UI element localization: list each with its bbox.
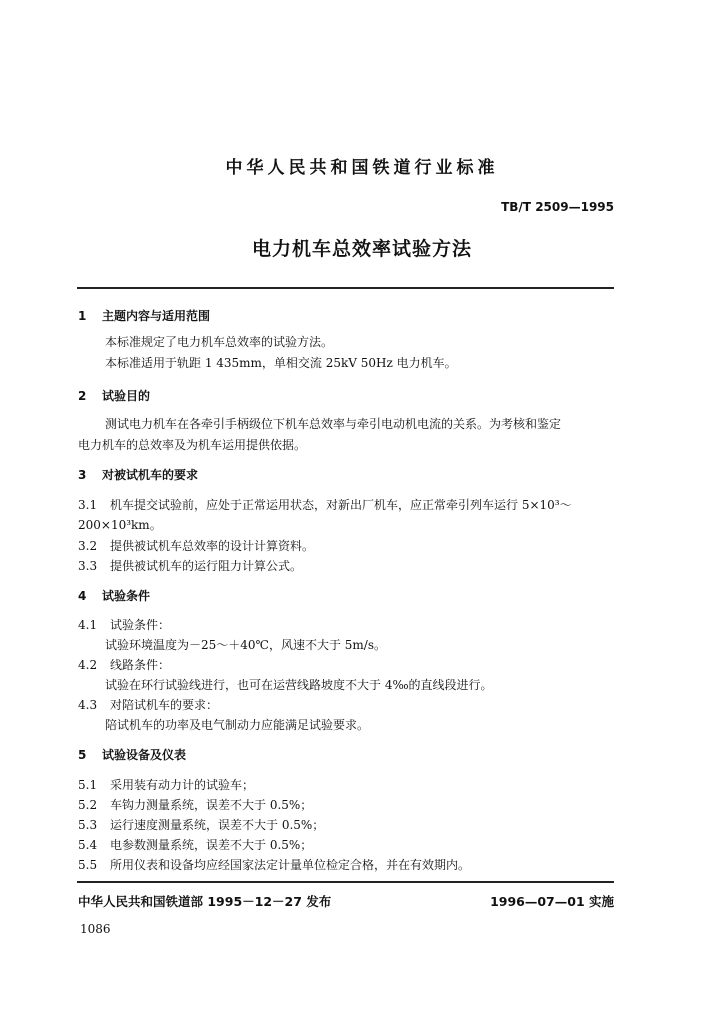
section-number: 2 (78, 389, 87, 403)
clause-number: 3.2 (78, 539, 98, 553)
clause-number: 4.1 (78, 618, 98, 632)
clause-4-3-detail: 陪试机车的功率及电气制动力应能满足试验要求。 (105, 718, 370, 732)
section-4-heading (78, 587, 150, 604)
clause-3-1-continued: 200×10³km。 (78, 518, 162, 532)
clause-4-2 (78, 656, 170, 673)
clause-5-5 (78, 856, 470, 873)
page-number: 1086 (80, 922, 111, 936)
clause-number: 5.4 (78, 838, 98, 852)
clause-4-3 (78, 696, 218, 713)
clause-5-3 (78, 816, 324, 833)
clause-text: 提供被试机车总效率的设计计算资料。 (110, 539, 315, 553)
clause-text: 采用装有动力计的试验车； (110, 778, 255, 792)
clause-text: 试验条件： (110, 618, 171, 632)
section-2-heading (78, 387, 150, 404)
section-1-paragraph-1: 本标准规定了电力机车总效率的试验方法。 (105, 335, 334, 349)
section-title: 试验目的 (102, 389, 151, 403)
clause-text: 电参数测量系统，误差不大于 0.5%； (110, 838, 313, 852)
clause-number: 5.3 (78, 818, 98, 832)
clause-number: 3.1 (78, 498, 98, 512)
section-number: 5 (78, 748, 87, 762)
section-title: 主题内容与适用范围 (102, 309, 211, 323)
clause-number: 5.5 (78, 858, 98, 872)
clause-text: 所用仪表和设备均应经国家法定计量单位检定合格，并在有效期内。 (110, 858, 471, 872)
standard-code: TB/T 2509—1995 (501, 200, 614, 214)
section-1-heading (78, 307, 210, 324)
standard-category-header: 中华人民共和国铁道行业标准 (225, 158, 499, 178)
clause-5-2 (78, 796, 312, 813)
clause-text: 线路条件： (110, 658, 171, 672)
section-5-heading (78, 746, 186, 763)
document-title: 电力机车总效率试验方法 (251, 238, 472, 260)
clause-number: 4.3 (78, 698, 98, 712)
bottom-rule (77, 881, 614, 883)
effective-date: 1996—07—01 实施 (490, 894, 614, 909)
section-title: 试验条件 (102, 589, 151, 603)
clause-3-1 (78, 496, 572, 513)
clause-4-1 (78, 616, 170, 633)
section-2-paragraph-line-1: 测试电力机车在各牵引手柄级位下机车总效率与牵引电动机电流的关系。为考核和鉴定 (105, 417, 562, 431)
clause-5-4 (78, 836, 312, 853)
section-title: 对被试机车的要求 (102, 468, 199, 482)
top-rule (77, 287, 614, 289)
section-3-heading (78, 466, 198, 483)
clause-number: 4.2 (78, 658, 98, 672)
clause-3-2 (78, 537, 314, 554)
clause-4-1-detail: 试验环境温度为－25～＋40℃，风速不大于 5m/s。 (105, 638, 386, 652)
clause-5-1 (78, 776, 254, 793)
section-1-paragraph-2: 本标准适用于轨距 1 435mm，单相交流 25kV 50Hz 电力机车。 (105, 356, 457, 370)
clause-text: 运行速度测量系统，误差不大于 0.5%； (110, 818, 325, 832)
clause-3-3 (78, 557, 302, 574)
clause-number: 5.1 (78, 778, 98, 792)
section-2-paragraph-line-2: 电力机车的总效率及为机车运用提供依据。 (78, 438, 307, 452)
issued-by-date: 中华人民共和国铁道部 1995－12－27 发布 (78, 894, 332, 909)
section-number: 3 (78, 468, 87, 482)
clause-text: 提供被试机车的运行阻力计算公式。 (110, 559, 303, 573)
clause-number: 3.3 (78, 559, 98, 573)
section-number: 1 (78, 309, 87, 323)
clause-text: 机车提交试验前，应处于正常运用状态，对新出厂机车，应正常牵引列车运行 5×10³～ (110, 498, 572, 512)
clause-text: 对陪试机车的要求： (110, 698, 219, 712)
section-number: 4 (78, 589, 87, 603)
clause-text: 车钩力测量系统，误差不大于 0.5%； (110, 798, 313, 812)
clause-number: 5.2 (78, 798, 98, 812)
section-title: 试验设备及仪表 (102, 748, 187, 762)
clause-4-2-detail: 试验在环行试验线进行，也可在运营线路坡度不大于 4‰的直线段进行。 (105, 678, 493, 692)
